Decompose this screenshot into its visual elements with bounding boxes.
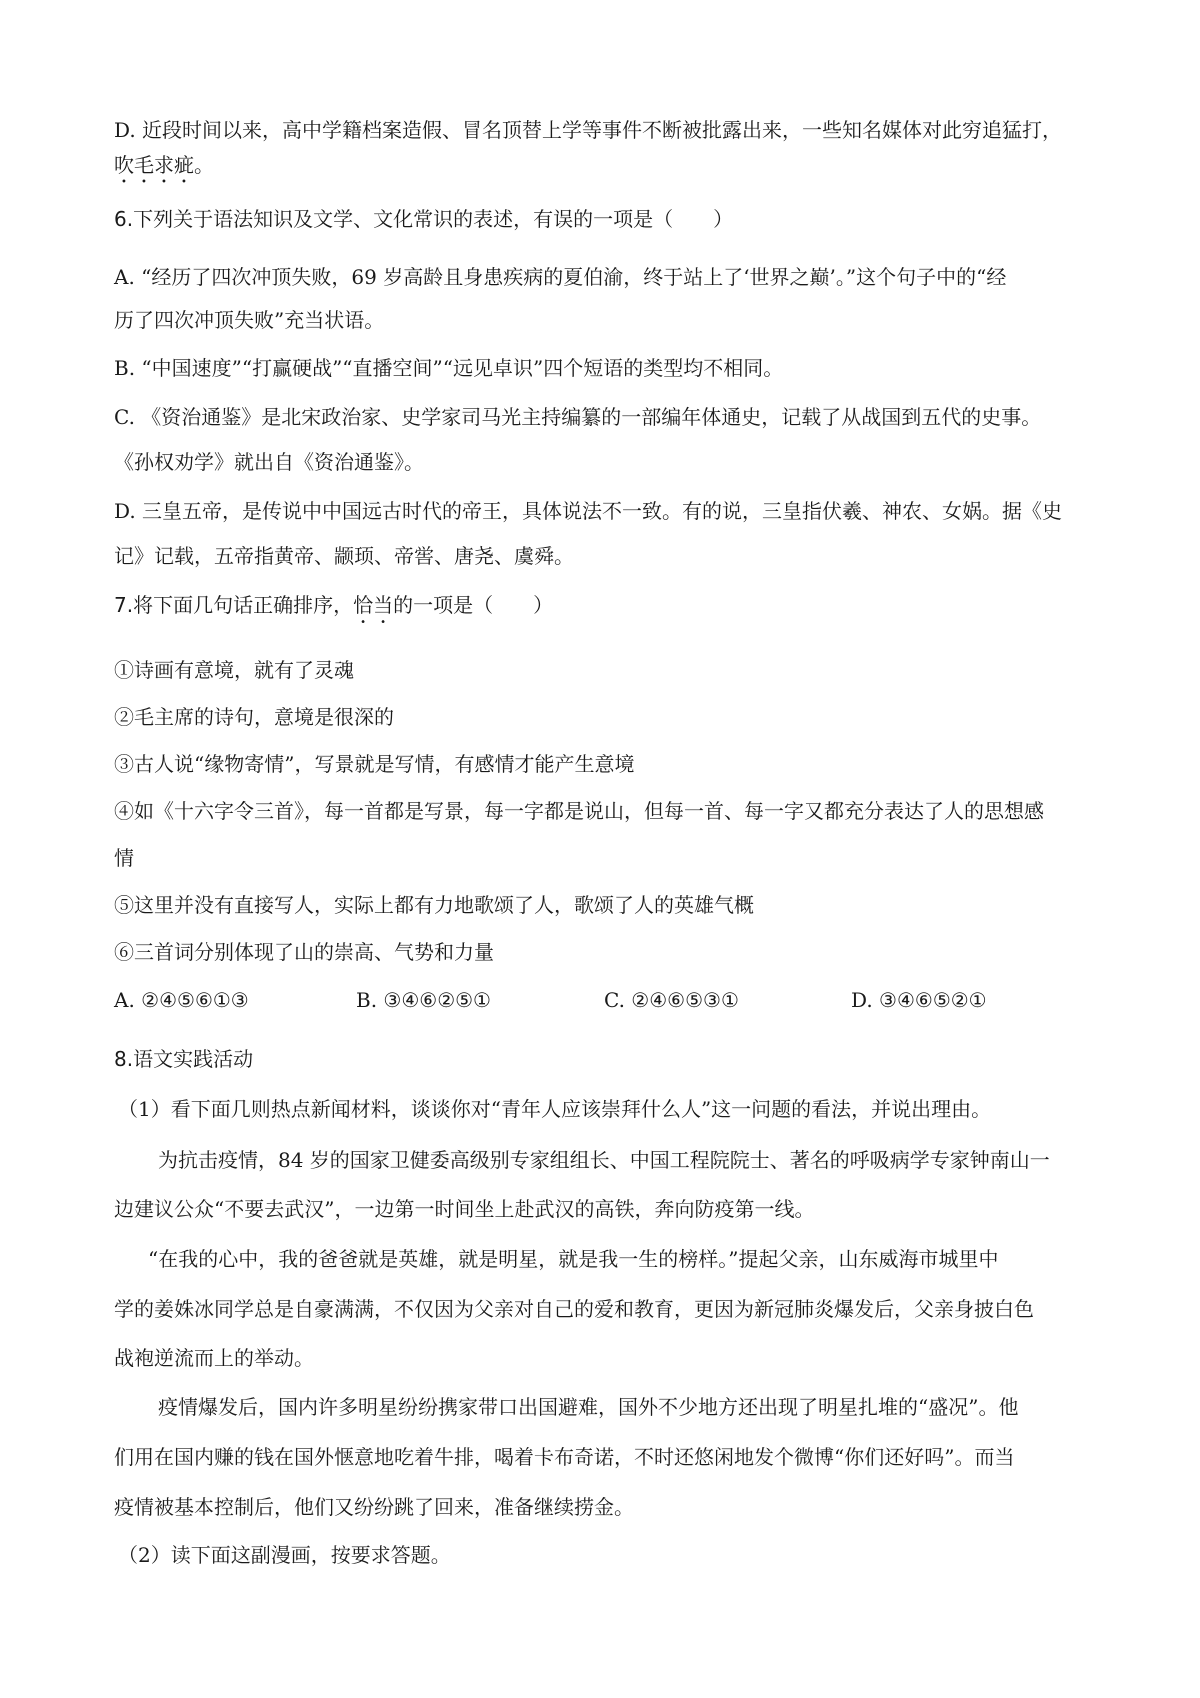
q7-stem-start: 7.将下面几句话正确排序， (114, 593, 354, 617)
q7-stem-end: 的一项是（ ） (393, 593, 554, 617)
q6-option-a-line2: 历了四次冲顶失败”充当状语。 (114, 308, 385, 332)
q5-option-d-end: 。 (194, 153, 214, 177)
q8-p3-line3: 疫情被基本控制后，他们又纷纷跳了回来，准备继续捞金。 (114, 1495, 634, 1519)
q8-p2-line1: “在我的心中，我的爸爸就是英雄，就是明星，就是我一生的榜样。”提起父亲，山东威海市城里中 (148, 1247, 999, 1271)
q8-p1-line2: 边建议公众“不要去武汉”，一边第一时间坐上赴武汉的高铁，奔向防疫第一线。 (114, 1197, 815, 1221)
dotted-idiom: 吹毛求疵 (114, 153, 194, 177)
q7-option-d: D. ③④⑥⑤②① (851, 988, 987, 1012)
q6-stem: 6.下列关于语法知识及文学、文化常识的表述，有误的一项是（ ） (114, 207, 734, 231)
q8-p2-line2: 学的姜姝冰同学总是自豪满满，不仅因为父亲对自己的爱和教育，更因为新冠肺炎爆发后，父亲身披白色 (114, 1297, 1034, 1321)
q7-sentence-3: ③古人说“缘物寄情”，写景就是写情，有感情才能产生意境 (114, 752, 635, 776)
q6-option-d-line1: D. 三皇五帝，是传说中中国远古时代的帝王，具体说法不一致。有的说，三皇指伏羲、神农、女娲。据《史 (114, 499, 1063, 523)
q8-stem: 8.语文实践活动 (114, 1047, 254, 1071)
q6-option-a-line1: A. “经历了四次冲顶失败，69 岁高龄且身患疾病的夏伯渝，终于站上了‘世界之巅’。”这个句子中的“经 (114, 265, 1007, 289)
q7-sentence-5: ⑤这里并没有直接写人，实际上都有力地歌颂了人，歌颂了人的英雄气概 (114, 893, 754, 917)
q7-sentence-4-line2: 情 (114, 846, 134, 870)
q7-sentence-6: ⑥三首词分别体现了山的崇高、气势和力量 (114, 940, 494, 964)
q8-sub1: （1）看下面几则热点新闻材料，谈谈你对“青年人应该崇拜什么人”这一问题的看法，并说出理由。 (118, 1097, 992, 1121)
q8-p3-line2: 们用在国内赚的钱在国外惬意地吃着牛排，喝着卡布奇诺，不时还悠闲地发个微博“你们还好吗”。而当 (114, 1445, 1015, 1469)
q7-option-c: C. ②④⑥⑤③① (604, 988, 739, 1012)
q7-options (114, 985, 1034, 1015)
q7-sentence-2: ②毛主席的诗句，意境是很深的 (114, 705, 394, 729)
q6-option-b: B. “中国速度”“打赢硬战”“直播空间”“远见卓识”四个短语的类型均不相同。 (114, 356, 784, 380)
q8-p1-line1: 为抗击疫情，84 岁的国家卫健委高级别专家组组长、中国工程院院士、著名的呼吸病学专家钟南山一 (158, 1148, 1050, 1172)
q7-option-b: B. ③④⑥②⑤① (356, 988, 491, 1012)
q8-sub2: （2）读下面这副漫画，按要求答题。 (118, 1543, 451, 1567)
q8-p3-line1: 疫情爆发后，国内许多明星纷纷携家带口出国避难，国外不少地方还出现了明星扎堆的“盛况”。他 (158, 1395, 1019, 1419)
dotted-word: 恰当 (353, 593, 394, 617)
q6-option-d-line2: 记》记载，五帝指黄帝、颛顼、帝喾、唐尧、虞舜。 (114, 544, 574, 568)
q7-stem (114, 590, 553, 628)
q5-option-d-line2 (114, 150, 214, 188)
q6-option-c-line1: C. 《资治通鉴》是北宋政治家、史学家司马光主持编纂的一部编年体通史，记载了从战国到五代的史事。 (114, 405, 1042, 429)
q8-p2-line3: 战袍逆流而上的举动。 (114, 1346, 314, 1370)
q6-option-c-line2: 《孙权劝学》就出自《资治通鉴》。 (114, 450, 424, 474)
q5-option-d-line1: D. 近段时间以来，高中学籍档案造假、冒名顶替上学等事件不断被批露出来，一些知名媒体对此穷追猛打， (114, 118, 1063, 142)
q7-sentence-4-line1: ④如《十六字令三首》，每一首都是写景，每一字都是说山，但每一首、每一字又都充分表达了人的思想感 (114, 799, 1044, 823)
q7-option-a: A. ②④⑤⑥①③ (114, 988, 249, 1012)
q7-sentence-1: ①诗画有意境，就有了灵魂 (114, 658, 354, 682)
